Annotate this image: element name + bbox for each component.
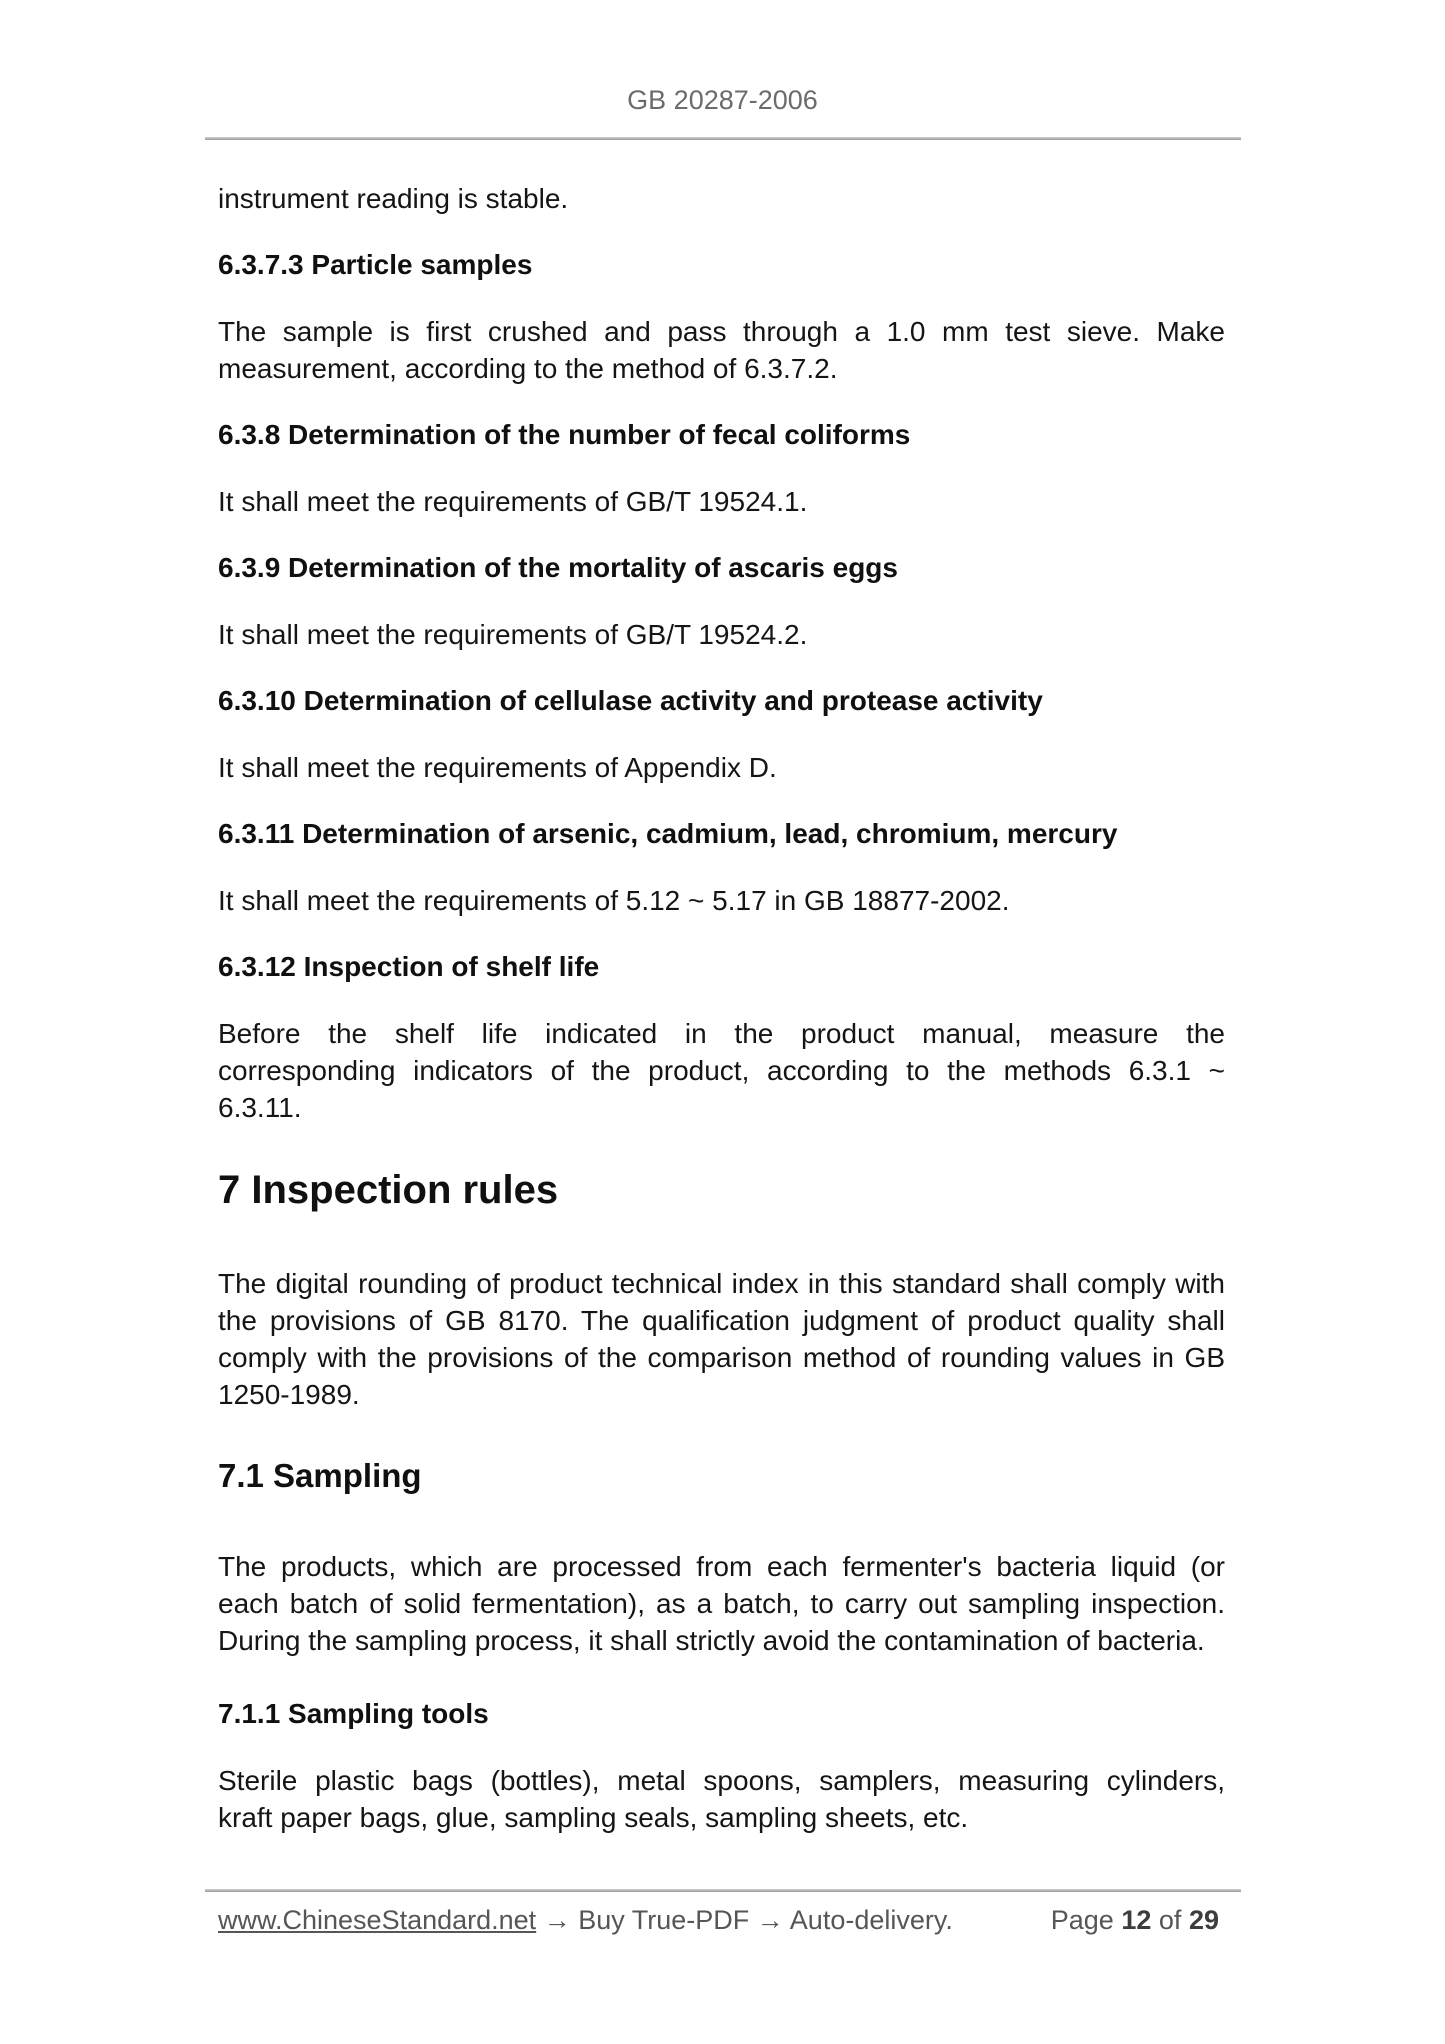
page-current-number: 12 <box>1121 1905 1152 1935</box>
paragraph-7-1 <box>218 1548 1225 1659</box>
text-line: instrument reading is stable. <box>218 183 569 214</box>
footer-delivery-text: Auto-delivery. <box>789 1905 953 1935</box>
text-line: It shall meet the requirements of Appendix D. <box>218 752 777 783</box>
text-line: kraft paper bags, glue, sampling seals, sampling sheets, etc. <box>218 1802 969 1833</box>
text-line: the provisions of GB 8170. The qualification judgment of product quality shall <box>218 1305 1225 1336</box>
paragraph-6-3-9 <box>218 616 1225 653</box>
text-line: The products, which are processed from each fermenter's bacteria liquid (or <box>218 1551 1225 1582</box>
heading-6-3-10-cellulase-protease: 6.3.10 Determination of cellulase activity and protease activity <box>218 685 1043 716</box>
heading-7-inspection-rules: 7 Inspection rules <box>218 1168 559 1212</box>
paragraph-6-3-8 <box>218 483 1225 520</box>
heading-6-3-12-shelf-life: 6.3.12 Inspection of shelf life <box>218 951 600 982</box>
paragraph-6-3-11 <box>218 882 1225 919</box>
document-content <box>218 0 1225 1836</box>
page-indicator <box>1051 1903 1225 1937</box>
text-line: corresponding indicators of the product, according to the methods 6.3.1 ~ <box>218 1055 1225 1086</box>
footer-divider <box>205 1889 1241 1892</box>
footer-buy-text: Buy True-PDF <box>578 1905 750 1935</box>
text-line: It shall meet the requirements of GB/T 19524.2. <box>218 619 808 650</box>
paragraph-instrument-reading <box>218 180 1225 217</box>
heading-6-3-11-heavy-metals: 6.3.11 Determination of arsenic, cadmium, lead, chromium, mercury <box>218 818 1118 849</box>
of-label: of <box>1158 1905 1182 1935</box>
text-line: each batch of solid fermentation), as a batch, to carry out sampling inspection. <box>218 1588 1225 1619</box>
text-line: measurement, according to the method of 6.3.7.2. <box>218 353 838 384</box>
text-line: Sterile plastic bags (bottles), metal spoons, samplers, measuring cylinders, <box>218 1765 1225 1796</box>
heading-6-3-7-3-particle-samples: 6.3.7.3 Particle samples <box>218 249 533 280</box>
heading-6-3-9-ascaris-eggs: 6.3.9 Determination of the mortality of ascaris eggs <box>218 552 898 583</box>
text-line: Before the shelf life indicated in the product manual, measure the <box>218 1018 1225 1049</box>
text-line: It shall meet the requirements of GB/T 19524.1. <box>218 486 808 517</box>
text-line: comply with the provisions of the comparison method of rounding values in GB <box>218 1342 1225 1373</box>
footer-promo <box>218 1903 953 1937</box>
document-number: GB 20287-2006 <box>627 85 818 115</box>
heading-7-1-sampling: 7.1 Sampling <box>218 1457 422 1494</box>
paragraph-6-3-12 <box>218 1015 1225 1126</box>
page-total-number: 29 <box>1188 1905 1219 1935</box>
paragraph-7 <box>218 1265 1225 1413</box>
heading-6-3-8-fecal-coliforms: 6.3.8 Determination of the number of fecal coliforms <box>218 419 911 450</box>
text-line: During the sampling process, it shall strictly avoid the contamination of bacteria. <box>218 1625 1205 1656</box>
paragraph-6-3-7-3 <box>218 313 1225 387</box>
paragraph-6-3-10 <box>218 749 1225 786</box>
arrow-icon: → <box>543 1905 571 1935</box>
page-footer <box>218 1903 1225 1937</box>
arrow-icon: → <box>756 1905 784 1935</box>
text-line: The digital rounding of product technical index in this standard shall comply with <box>218 1268 1225 1299</box>
paragraph-7-1-1 <box>218 1762 1225 1836</box>
page-label: Page <box>1050 1905 1114 1935</box>
text-line: 6.3.11. <box>218 1092 302 1123</box>
text-line: It shall meet the requirements of 5.12 ~ 5.17 in GB 18877-2002. <box>218 885 1010 916</box>
site-link[interactable]: www.ChineseStandard.net <box>218 1905 537 1935</box>
text-line: The sample is first crushed and pass through a 1.0 mm test sieve. Make <box>218 316 1225 347</box>
text-line: 1250-1989. <box>218 1379 360 1410</box>
heading-7-1-1-sampling-tools: 7.1.1 Sampling tools <box>218 1698 489 1729</box>
